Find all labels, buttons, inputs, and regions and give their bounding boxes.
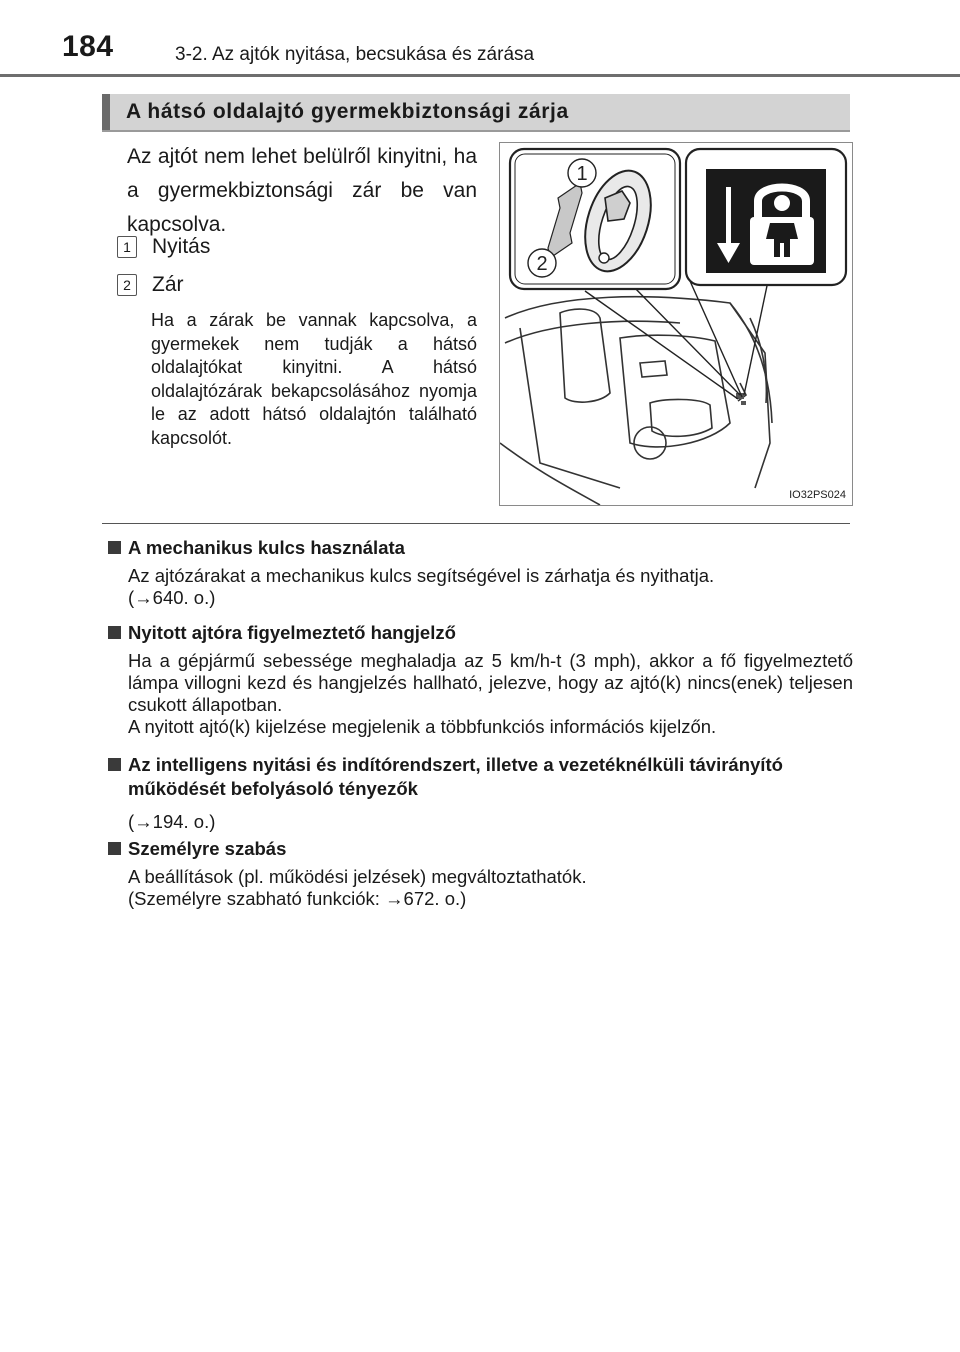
subsection-body [108,650,853,738]
item-lock [117,273,184,297]
subsection-body [108,565,853,609]
separator-rule [102,523,850,524]
subsection-body [108,811,853,833]
callout-1: 1 [576,163,588,185]
body-line: (→194. o.) [128,811,216,832]
body-line: (→640. o.) [128,587,216,608]
item-label: Nyitás [152,235,211,258]
subsection-door-buzzer [108,621,853,738]
body-line: (Személyre szabható funkciók: →672. o.) [128,888,467,909]
number-badge: 1 [117,236,137,258]
body-line: A beállítások (pl. működési jelzések) megváltoztathatók. [128,866,587,887]
body-line: Ha a gépjármű sebessége meghaladja az 5 km/h-t (3 mph), akkor a fő figyelmeztető lámpa villogni kezd és hangjelzés hallható, jelezve, hogy az ajtó(k) nincs(enek) teljesen csukott állapotban. [128,650,853,715]
figure-code: IO32PS024 [789,489,846,501]
subsection-smart-entry [108,753,853,833]
door-illustration [500,143,852,505]
header-rule [0,74,960,77]
note-text: Ha a zárak be vannak kapcsolva, a gyermekek nem tudják a hátsó oldalajtókat kinyitni. A hátsó oldalajtózárak bekapcsolásához nyomja le az adott hátsó oldalajtón található kapcsolót. [151,310,477,448]
subsection-body [108,866,853,910]
child-lock-illustration [499,142,853,506]
item-label: Zár [152,273,184,296]
subsection-mechanical-key [108,536,853,609]
subsection-title: Személyre szabás [108,837,853,861]
section-title: A hátsó oldalajtó gyermekbiztonsági zárja [126,100,569,123]
intro-text: Az ajtót nem lehet belülről kinyitni, ha a gyermekbiztonsági zár be van kapcsolva. [127,145,477,236]
number-badge: 2 [117,274,137,296]
subsection-title: A mechanikus kulcs használata [108,536,853,560]
running-header: 3-2. Az ajtók nyitása, becsukása és zárása [175,44,535,65]
item-open [117,235,210,259]
body-line: Az ajtózárakat a mechanikus kulcs segítségével is zárhatja és nyithatja. [128,565,715,586]
subsection-title: Az intelligens nyitási és indítórendszert, illetve a vezetéknélküli távirányító működését befolyásoló tényezők [108,753,853,801]
section-title-bar [102,94,850,132]
page-number: 184 [62,30,114,63]
subsection-title: Nyitott ajtóra figyelmeztető hangjelző [108,621,853,645]
body-line: A nyitott ajtó(k) kijelzése megjelenik a többfunkciós információs kijelzőn. [128,716,717,737]
subsection-customization [108,837,853,910]
section-bar-accent [102,94,110,130]
callout-2: 2 [536,253,548,275]
